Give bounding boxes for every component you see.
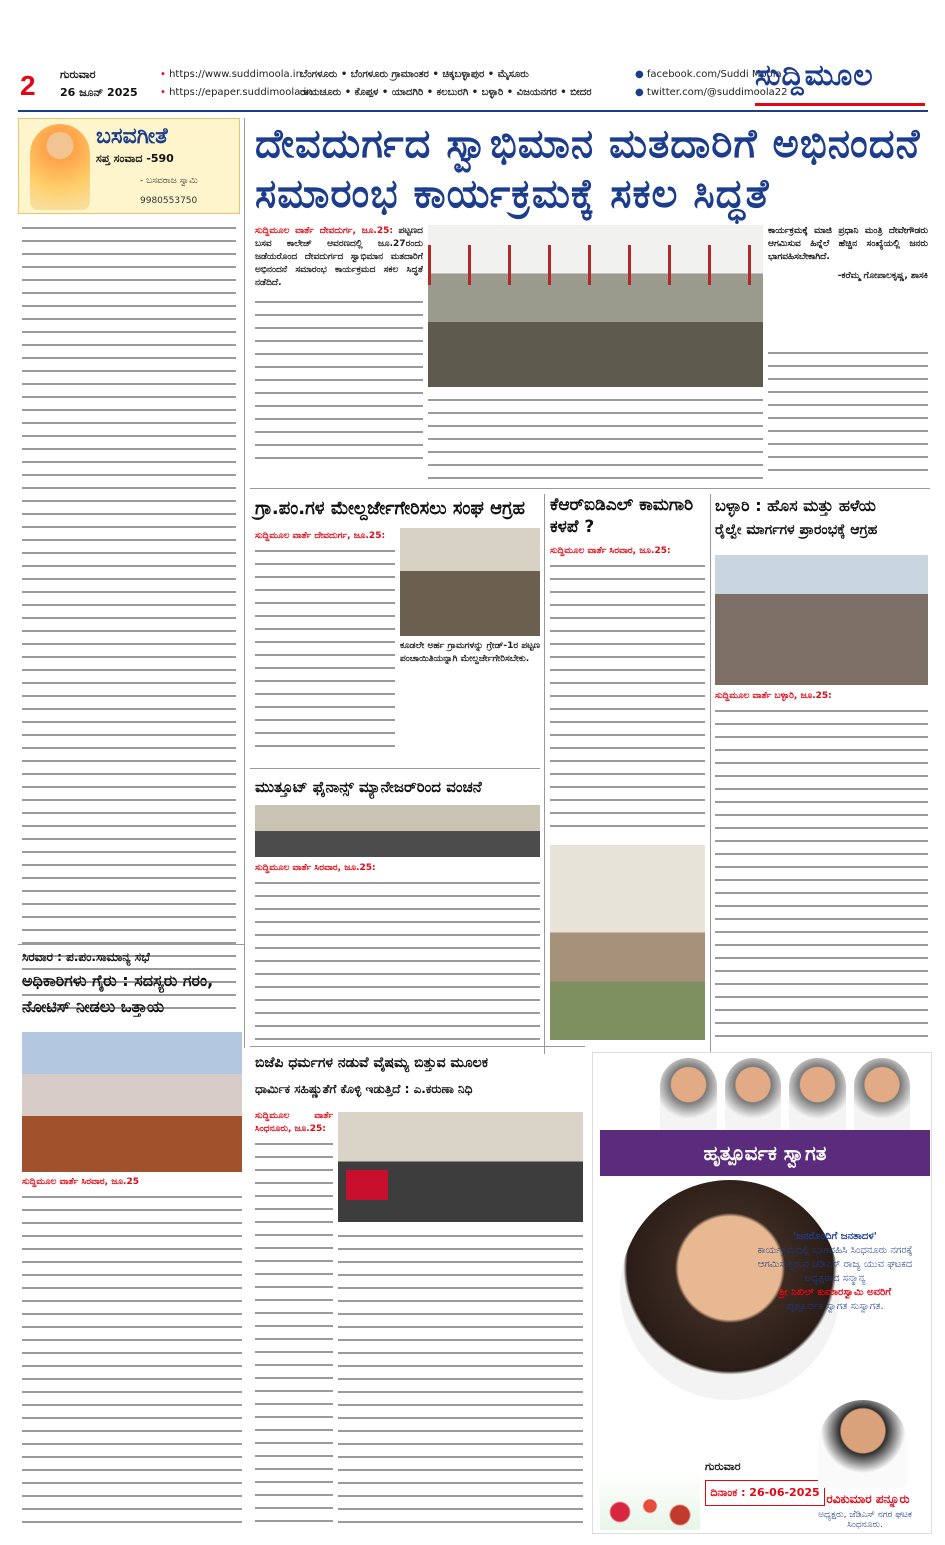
lead-intro: ಪಟ್ಟಣದ ಬಸವ ಕಾಲೇಜ್ ಆವರಣದಲ್ಲಿ ಜೂ.27ರಂದು ಜಡೆಯರೊಂದ ದೇವದುರ್ಗದ ಸ್ವಾಭಿಮಾನ ಮತದಾರಿಗೆ ಅಭಿನಂದನೆ ಸಮಾರಂಭ ಕಾರ್ಯಕ್ರಮದ ಸಕಲ ಸಿದ್ಧತೆ ನಡೆದಿದೆ. [255, 226, 423, 288]
column-rule [244, 118, 245, 1048]
story7-photo [338, 1112, 583, 1222]
issue-date [60, 66, 138, 102]
story3-headline: ಕೆಆರ್‌ಐಡಿಎಲ್ ಕಾಮಗಾರಿ ಕಳಪೆ ? [550, 495, 694, 537]
story3-body [550, 545, 705, 835]
site-link[interactable]: • https://www.suddimoola.in [160, 66, 313, 84]
ad-role: ಅಧ್ಯಕ್ಷರು, ಜೆಡಿಎಸ್ ನಗರ ಘಟಕ ಸಿಂಧನೂರು. [818, 1510, 912, 1530]
ad-person-portrait [818, 1400, 908, 1488]
twitter-link[interactable]: ● twitter.com/@suddimoola22 [635, 87, 788, 98]
story5-headline: ಮುತ್ತೂಟ್ ಫೈನಾನ್ಸ್ ಮ್ಯಾನೇಜರ್‌ರಿಂದ ವಂಚನೆ [255, 778, 482, 796]
basava-title: ಬಸವಗೀತೆ [96, 124, 168, 149]
story4-photo [715, 555, 928, 685]
tent-frame [428, 245, 763, 285]
column-rule [544, 494, 545, 1054]
ad-portraits [660, 1058, 910, 1128]
epaper-link[interactable]: • https://epaper.suddimoola.in [160, 84, 313, 102]
column-rule [710, 494, 711, 1054]
story5-photo [255, 805, 540, 857]
section-rule [250, 1046, 585, 1047]
edition-cities [300, 66, 620, 102]
story7-body-2 [338, 1228, 583, 1530]
basava-phone: 9980553750 [140, 196, 198, 206]
story7-byline: ಸುದ್ದಿಮೂಲ ವಾರ್ತೆ ಸಿಂಧನೂರು, ಜೂ.25: [255, 1111, 333, 1134]
story7-headline-1: ಬಿಜೆಪಿ ಧರ್ಮಗಳ ನಡುವೆ ವೈಷಮ್ಯ ಬಿತ್ತುವ ಮೂಲಕ [255, 1055, 489, 1071]
cities-row: ರಾಯಚೂರು • ಕೊಪ್ಪಳ • ಯಾದಗಿರಿ • ಕಲಬುರಗಿ • ಬಳ್ಳಾರಿ • ವಿಜಯನಗರ • ಬೀದರ [300, 87, 592, 98]
basava-body [22, 220, 236, 1020]
section-rule [250, 768, 540, 769]
facebook-icon: ● [635, 69, 647, 80]
story6-body [22, 1176, 242, 1531]
lead-photo [428, 225, 763, 387]
saint-illustration [30, 124, 90, 210]
flag [346, 1170, 388, 1200]
story4-headline-1: ಬಳ್ಳಾರಿ : ಹೊಸ ಮತ್ತು ಹಳೆಯ [715, 496, 876, 515]
issue-day: ಗುರುವಾರ [60, 68, 96, 81]
story7-headline-2: ಧಾರ್ಮಿಕ ಸಹಿಷ್ಣುತೆಗೆ ಕೊಳ್ಳಿ ಇಡುತ್ತಿದೆ : ಎ.ಕರುಣಾ ನಿಧಿ [255, 1082, 473, 1096]
basava-subtitle: ಸಪ್ತ ಸಂವಾದ -590 [96, 152, 174, 165]
facebook-link[interactable]: ● facebook.com/Suddi Moola [635, 69, 782, 80]
lead-body-lines [255, 294, 423, 469]
story2-photo [400, 528, 540, 636]
ad-flowers [600, 1470, 700, 1530]
story5-body [255, 862, 540, 1040]
ad-message: 'ಜನರೊಂದಿಗೆ ಜನತಾದಳ' ಕಾರ್ಯಕ್ರಮದಲ್ಲಿ ಭಾಗವಹಿಸಿ ಸಿಂಧನೂರು ನಗರಕ್ಕೆ ಆಗಮಿಸುತ್ತಿರುವ ಜೆಡಿಎಸ್ ರಾಜ್ಯ ಯುವ ಘಟಕದ ಅಧ್ಯಕ್ಷರಾದ ಸನ್ಮಾನ್ಯ ಶ್ರೀ ನಿಖಿಲ್ ಕುಮಾರಸ್ವಾಮಿ ಅವರಿಗೆ ಹೃತ್ಪೂರ್ವಕ ಸ್ವಾಗತ ಸುಸ್ವಾಗತ. [757, 1231, 913, 1312]
story4-headline-2: ರೈಲ್ವೇ ಮಾರ್ಗಗಳ ಪ್ರಾರಂಭಕ್ಕೆ ಆಗ್ರಹ [715, 522, 878, 538]
story4-byline: ಸುದ್ದಿಮೂಲ ವಾರ್ತೆ ಬಳ್ಳಾರಿ, ಜೂ.25: [715, 691, 832, 701]
story3-photo [550, 845, 705, 1040]
lead-byline: ಸುದ್ದಿಮೂಲ ವಾರ್ತೆ ದೇವದುರ್ಗ, ಜೂ.25: [255, 226, 393, 236]
lead-headline-1: ದೇವದುರ್ಗದ ಸ್ವಾಭಿಮಾನ ಮತದಾರಿಗೆ ಅಭಿನಂದನೆ [255, 121, 921, 167]
lead-headline-2: ಸಮಾರಂಭ ಕಾರ್ಯಕ್ರಮಕ್ಕೆ ಸಕಲ ಸಿದ್ಧತೆ [255, 171, 770, 217]
cities-row: ಬೆಂಗಳೂರು • ಬೆಂಗಳೂರು ಗ್ರಾಮಾಂತರ • ಚಿಕ್ಕಬಳ್ಳಾಪುರ • ಮೈಸೂರು [300, 69, 529, 80]
story2-headline: ಗ್ರಾ.ಪಂ.ಗಳ ಮೇಲ್ದರ್ಜೇಗೇರಿಸಲು ಸಂಘ ಆಗ್ರಹ [255, 498, 526, 519]
section-rule [250, 488, 930, 489]
story6-byline: ಸುದ್ದಿಮೂಲ ವಾರ್ತೆ ಸಿರವಾರ, ಜೂ.25 [22, 1177, 139, 1187]
quote-author: -ಕರೆಮ್ಮ ಗೋಪಾಲಕೃಷ್ಣ, ಶಾಸಕಿ [837, 271, 928, 281]
story6-headline: ಅಧಿಕಾರಿಗಳು ಗೈರು : ಸದಸ್ಯರು ಗರಂ, ನೋಟಿಸ್ ನೀಡಲು ಒತ್ತಾಯ [22, 971, 214, 1016]
story6-photo [22, 1032, 242, 1172]
ad-portrait [725, 1058, 782, 1134]
ad-date: ದಿನಾಂಕ : 26-06-2025 [705, 1480, 825, 1506]
ad-portrait [660, 1058, 717, 1134]
twitter-icon: ● [635, 87, 647, 98]
ad-name: ರವಿಕುಮಾರ ಪನ್ನೂರು [826, 1492, 910, 1506]
story5-byline: ಸುದ್ದಿಮೂಲ ವಾರ್ತೆ ಸಿರವಾರ, ಜೂ.25: [255, 863, 376, 873]
ad-portrait [854, 1058, 911, 1134]
basava-author: - ಬಸವರಾಜ ಸ್ವಾಮಿ [140, 176, 198, 186]
story3-byline: ಸುದ್ದಿಮೂಲ ವಾರ್ತೆ ಸಿರವಾರ, ಜೂ.25: [550, 546, 671, 556]
site-links [160, 66, 313, 102]
ad-day: ಗುರುವಾರ [705, 1460, 741, 1473]
ad-portrait [789, 1058, 846, 1134]
quote-text: ಕಾರ್ಯಕ್ರಮಕ್ಕೆ ಮಾಜಿ ಪ್ರಧಾನಿ ಮಂತ್ರಿ ದೇವೇಗೌಡರು ಆಗಮಿಸುವ ಹಿನ್ನೆಲೆ ಹೆಚ್ಚಿನ ಸಂಖ್ಯೆಯಲ್ಲಿ ಜನರು ಭಾಗವಹಿಸಬೇಕಾಗಿದೆ. [768, 226, 928, 262]
page-number: 2 [20, 70, 36, 101]
section-rule [18, 944, 244, 945]
ad-banner: ಹೃತ್ಪೂರ್ವಕ ಸ್ವಾಗತ [600, 1130, 930, 1176]
story2-byline: ಸುದ್ದಿಮೂಲ ವಾರ್ತೆ ದೇವದುರ್ಗ, ಜೂ.25: [255, 531, 386, 541]
lead-body-2 [428, 392, 763, 482]
header-rule [18, 110, 928, 112]
lead-body-3 [768, 345, 928, 480]
story2-caption: ಕೂಡಲೇ ಅರ್ಹ ಗ್ರಾಮಗಳನ್ನು ಗ್ರೇಡ್-1ರ ಪಟ್ಟಣ ಪಂಚಾಯಿತಿಯನ್ನಾಗಿ ಮೇಲ್ದರ್ಜೇಗೇರಿಸಬೇಕು. [400, 641, 540, 664]
story4-body [715, 690, 928, 1040]
issue-date-text: 26 ಜೂನ್ 2025 [60, 86, 138, 99]
lead-body [255, 225, 423, 475]
story7-body [255, 1110, 333, 1530]
story2-body [255, 530, 395, 760]
masthead-logo: ಸುದ್ದಿಮೂಲ [755, 58, 925, 106]
story6-kicker: ಸಿರವಾರ : ಪ.ಪಂ.ಸಾಮಾನ್ಯ ಸಭೆ [22, 950, 150, 964]
lead-quote [768, 225, 928, 341]
